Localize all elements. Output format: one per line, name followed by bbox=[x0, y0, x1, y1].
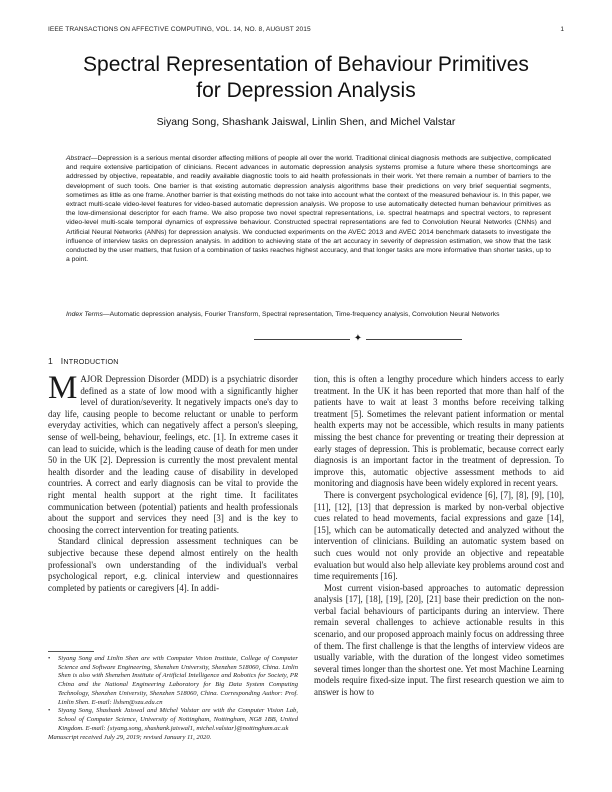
footnote-bullet: • bbox=[48, 707, 51, 715]
footnote-affiliation-1-text: Siyang Song and Linlin Shen are with Computer Vision Institute, College of Computer Science and Software Engineering, Shenzhen University, Shenzhen 518060, China. Linlin Shen is also with Shenzhen Institute of Artificial Intelligence and Robotics for Society, PR China and the National Engineering Laboratory for Big Data System Computing Technology, Shenzhen University, Shenzhen 518060, China. Corresponding Author: Prof. Linlin Shen. E-mail: llshen@szu.edu.cn bbox=[58, 655, 298, 706]
intro-paragraph-2: Standard clinical depression assessment techniques can be subjective because these depend almost entirely on the health professional's own understanding of the individual's verbal psychological report, e.g. clinical interview and questionnaires completed by patients or caregivers [4]. In addi- bbox=[48, 536, 298, 593]
manuscript-dates: Manuscript received July 29, 2019; revised January 11, 2020. bbox=[48, 734, 212, 742]
intro-paragraph-5: Most current vision-based approaches to automatic depression analysis [17], [18], [19], [20], [21] base their prediction on the non-verbal facial behaviours of participants during an interview. There remain several challenges to achieve actionable results in this scenario, and our proposed approach mainly focus on addressing three of them. The first challenge is that the lengths of interview videos are usually variable, with the duration of the longest video sometimes several times longer than the shortest one. Yet most Machine Learning models require fixed-size input. The first research question we aim to answer is how to bbox=[314, 582, 564, 698]
intro-paragraph-3: tion, this is often a lengthy procedure which hinders access to early treatment. In the UK it has been reported that more than half of the patients have to wait at least 3 months before receiving talking treatment [5]. Sometimes the relevant patient information or mental health experts may not be accessible, which results in many patients missing the best chance for preventing or treating their depression at early stages of depression. This is problematic, because correct early diagnosis is an important factor in the treatment of depression. To improve this, automatic objective assessment methods to aid monitoring and diagnosis have been widely explored in recent years. bbox=[314, 374, 564, 489]
running-header: IEEE TRANSACTIONS ON AFFECTIVE COMPUTING, VOL. 14, NO. 8, AUGUST 2015 bbox=[48, 26, 311, 33]
section-number: 1 bbox=[48, 356, 53, 366]
footnote-affiliation-2-text: Siyang Song, Shashank Jaiswal and Michel Valstar are with the Computer Vision Lab, School of Computer Science, University of Nottingham, Nottingham, NG8 1BB, United Kingdom. E-mail: {siyang.song, shashank.jaiswal1, michel.valstar}@nottingham.ac.uk bbox=[58, 707, 298, 732]
page-number: 1 bbox=[560, 26, 564, 33]
index-terms-text: —Automatic depression analysis, Fourier Transform, Spectral representation, Time-frequency analysis, Convolution Neural Networks bbox=[102, 311, 500, 318]
paper-title-line-2: for Depression Analysis bbox=[196, 79, 416, 102]
abstract-label: Abstract bbox=[66, 155, 91, 162]
section-title-initial: I bbox=[60, 356, 64, 366]
drop-cap: M bbox=[48, 370, 78, 406]
index-terms bbox=[66, 310, 551, 319]
footnotes bbox=[48, 655, 298, 743]
paper-title-line-1: Spectral Representation of Behaviour Primitives bbox=[83, 53, 529, 76]
lead-word: AJOR bbox=[80, 374, 103, 384]
footnote-affiliation-1 bbox=[48, 655, 298, 707]
abstract-text: —Depression is a serious mental disorder affecting millions of people all over the world. Traditional clinical diagnosis methods are subjective, complicated and require extensive participation of clinicians. Recent advances in automatic depression analysis systems promise a future where these shortcomings are addressed by objective, repeatable, and readily available diagnostic tools to aid health professionals in their work. Yet there remain a number of barriers to the development of such tools. One barrier is that existing automatic depression analysis algorithms base their predictions on very brief sequential segments, sometimes as little as one frame. Another barrier is that existing methods do not take into account what the context of the measured behaviour is. In this paper, we extract multi-scale video-level features for video-based automatic depression analysis. We propose to use automatically detected human behaviour primitives as the low-dimensional descriptor for each frame. We also propose two novel spectral representations, i.e. spectral heatmaps and spectral vectors, to represent video-level multi-scale temporal dynamics of expressive behaviour. Constructed spectral representations are fed to Convolution Neural Networks (CNNs) and Artificial Neural Networks (ANNs) for depression analysis. We conducted experiments on the AVEC 2013 and AVEC 2014 benchmark datasets to investigate the influence of interview tasks on depression analysis. In addition to achieving state of the art accuracy in severity of depression estimation, we show that the task conducted by the user matters, that fusion of a combination of tasks reaches highest accuracy, and that longer tasks are more informative than shorter tasks, up to a point. bbox=[66, 155, 551, 264]
separator-rule-right bbox=[366, 339, 462, 340]
section-heading bbox=[48, 356, 119, 366]
left-column bbox=[48, 370, 298, 594]
footnote-affiliation-2 bbox=[48, 707, 298, 733]
intro-paragraph-4: There is convergent psychological evidence [6], [7], [8], [9], [10], [11], [12], [13] that depression is marked by non-verbal objective cues related to head movements, facial expressions and gaze [14], [15], which can be automatically detected and analyzed without the intervention of clinicians. Building an automatic system based on such cues would not only provide an objective and repeatable evaluation but would also help alleviate key problems around cost and time requirements [16]. bbox=[314, 489, 564, 582]
section-title-rest: NTRODUCTION bbox=[63, 357, 119, 366]
intro-paragraph-1-text: Depression Disorder (MDD) is a psychiatric disorder defined as a state of low mood with a significantly higher level of duration/severity. It negatively impacts one's day to day life, causing people to become reluctant or unable to perform everyday activities, which can negatively affect a person's sleeping, sense of well-being, behaviour, feelings, etc. [1]. In extreme cases it can lead to suicide, which is the leading cause of death for men under 50 in the UK [2]. Depression is currently the most prevalent mental health disorder and the leading cause of disability in developed countries. A correct and early diagnosis can be vital to provide the right mental health support at the right time. It facilitates communication between (potential) patients and health professionals about the support and services they need [3] and is the key to choosing the correct intervention for treating patients. bbox=[48, 374, 298, 535]
footnote-bullet: • bbox=[48, 655, 51, 662]
intro-paragraph-1 bbox=[48, 370, 298, 536]
author-list: Siyang Song, Shashank Jaiswal, Linlin Shen, and Michel Valstar bbox=[156, 116, 456, 128]
abstract bbox=[66, 154, 551, 264]
paper-title bbox=[40, 52, 572, 104]
footnote-rule bbox=[48, 651, 94, 652]
separator-rule-left bbox=[254, 339, 350, 340]
section-separator bbox=[48, 335, 564, 345]
right-column bbox=[314, 374, 564, 699]
index-terms-label: Index Terms bbox=[66, 311, 103, 318]
separator-ornament-icon: ✦ bbox=[353, 333, 363, 344]
